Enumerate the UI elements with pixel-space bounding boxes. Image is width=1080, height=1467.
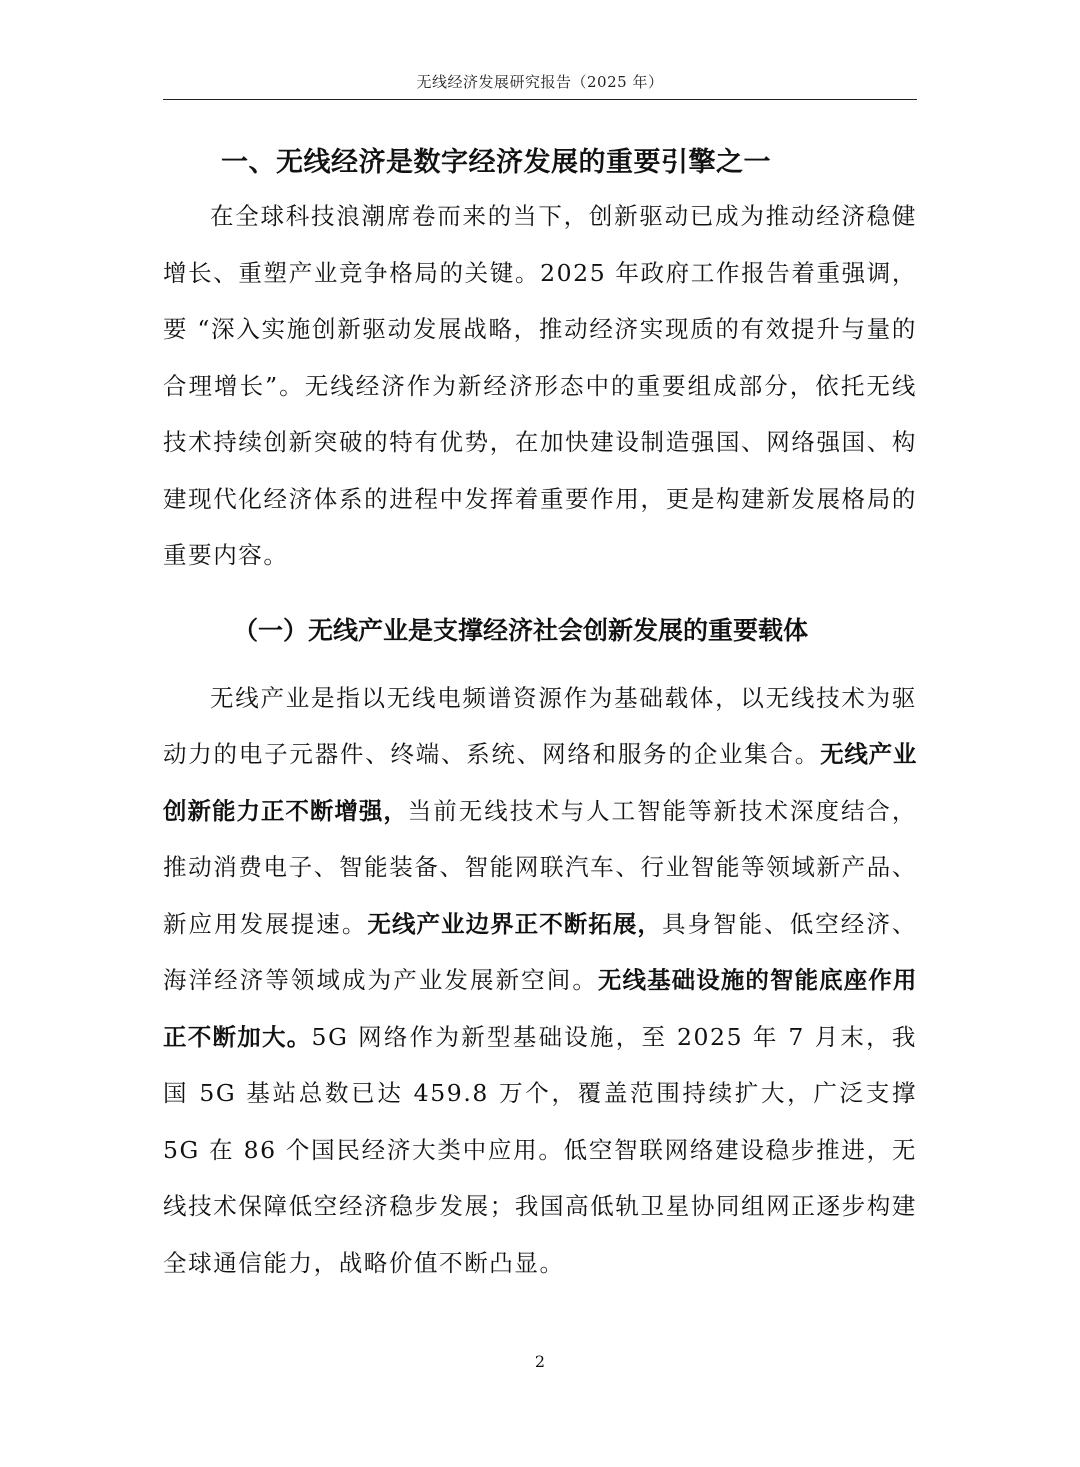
- page-body: [163, 138, 917, 1291]
- chapter-heading: 一、无线经济是数字经济发展的重要引擎之一: [221, 147, 771, 178]
- key-point-infrastructure: 无线基础设施的智能底座作用正不断加大。: [163, 966, 917, 1051]
- paragraph-text: 5G 网络作为新型基础设施，至 2025 年 7 月末，我国 5G 基站总数已达 459.8 万个，覆盖范围持续扩大，广泛支撑 5G 在 86 个国民经济大类中应用。低空智联网络建设稳步推进，无线技术保障低空经济稳步发展；我国高低轨卫星协同组网正逐步构建全球通信能力，战略价值不断凸显。: [163, 1022, 917, 1277]
- paragraph-wireless-industry: [163, 670, 917, 1292]
- key-point-boundary: 无线产业边界正不断拓展，: [367, 909, 662, 938]
- paragraph-text: 当前无线技术与人工智能等新技术深度结合，推动消费电子、智能装备、智能网联汽车、行业智能等领域新产品、新应用发展提速。: [163, 796, 918, 938]
- section-heading: （一）无线产业是支撑经济社会创新发展的重要载体: [233, 615, 809, 645]
- paragraph-text: 具身智能、低空经济、海洋经济等领域成为产业发展新空间。: [163, 909, 917, 994]
- paragraph-text: 无线产业是指以无线电频谱资源作为基础载体，以无线技术为驱动力的电子元器件、终端、系统、网络和服务的企业集合。: [163, 683, 917, 768]
- paragraph-intro: 在全球科技浪潮席卷而来的当下，创新驱动已成为推动经济稳健增长、重塑产业竞争格局的关键。2025 年政府工作报告着重强调，要 “深入实施创新驱动发展战略，推动经济实现质的有效提升与量的合理增长”。无线经济作为新经济形态中的重要组成部分，依托无线技术持续创新突破的特有优势，在加快建设制造强国、网络强国、构建现代化经济体系的进程中发挥着重要作用，更是构建新发展格局的重要内容。: [163, 202, 917, 569]
- page-number: 2: [534, 1352, 546, 1371]
- running-header-title: 无线经济发展研究报告（2025 年）: [416, 73, 664, 91]
- key-point-innovation: 无线产业创新能力正不断增强，: [163, 740, 917, 825]
- header-divider: [163, 99, 917, 100]
